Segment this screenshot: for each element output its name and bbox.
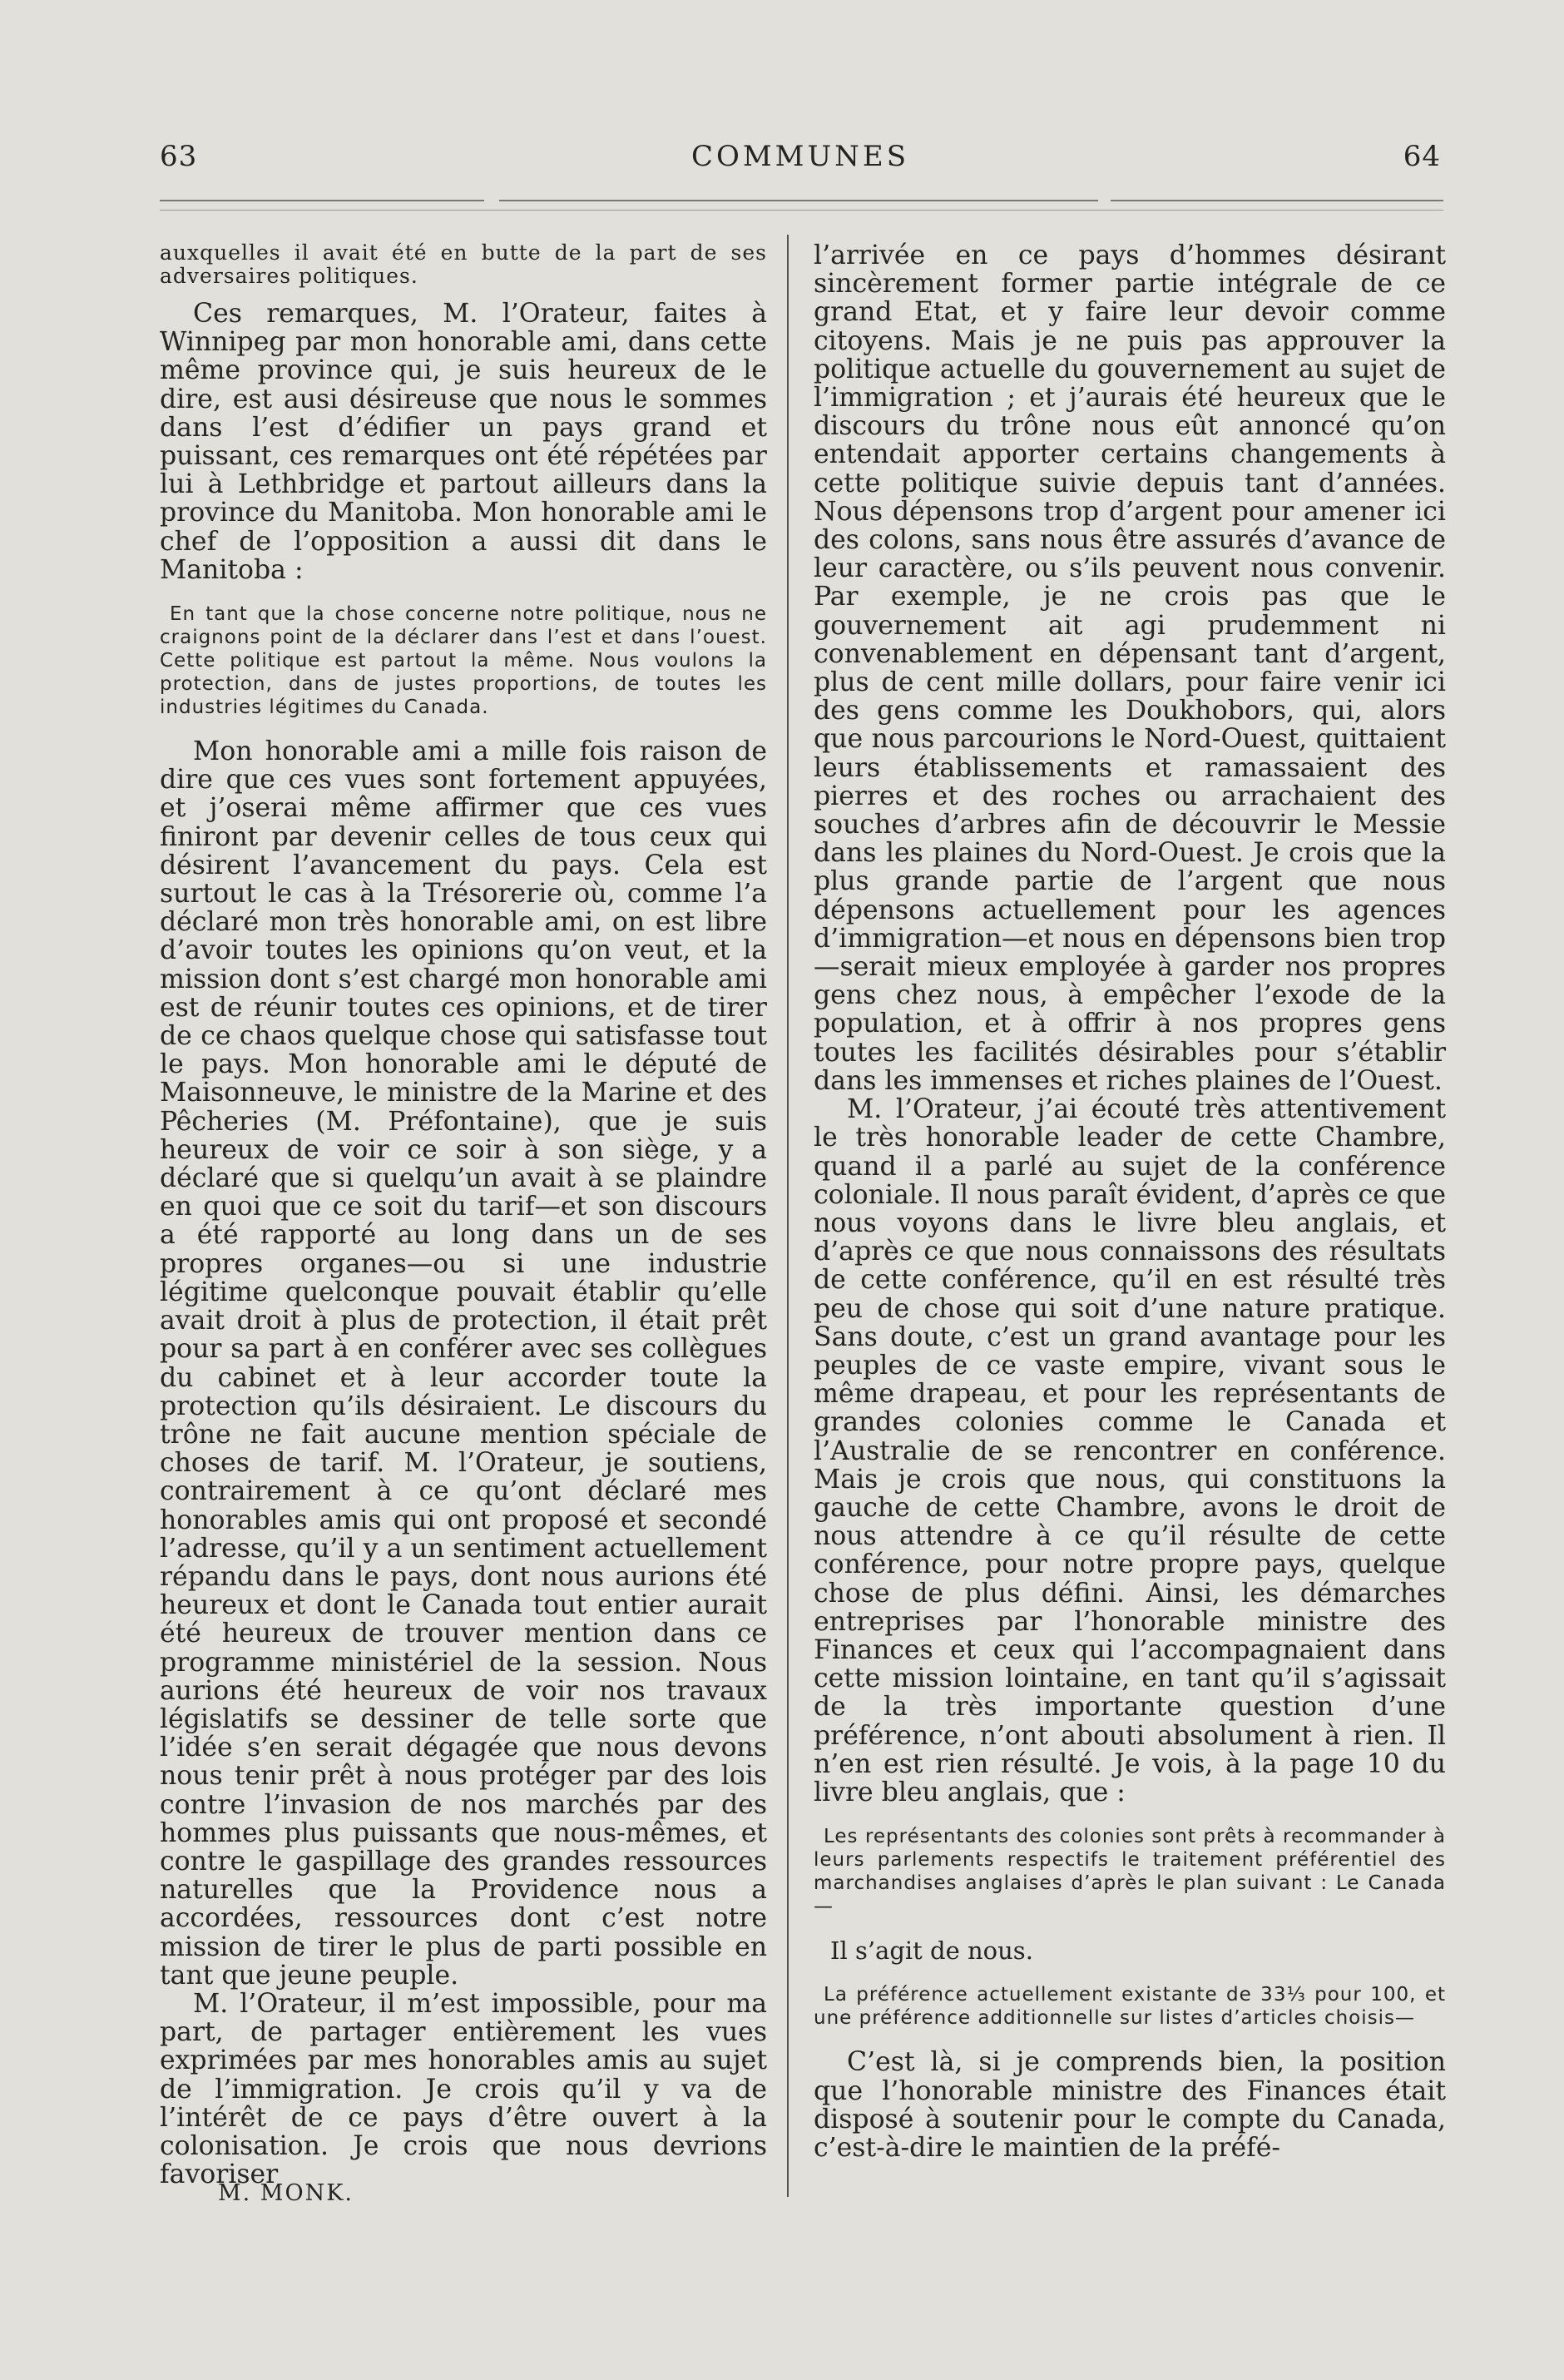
block-quote: Les représentants des colonies sont prêts à recommander à leurs parlements respectifs le traitement préférentiel des marchandises anglaises d’après le plan suivant : Le Canada—: [814, 1826, 1446, 1918]
header-rule-lower: [160, 210, 1443, 211]
page-number-right: 64: [1403, 140, 1441, 173]
page-number-left: 63: [160, 140, 198, 173]
paragraph: Ces remarques, M. l’Orateur, faites à Winnipeg par mon honorable ami, dans cette même province qui, je suis heureux de le dire, est ausi désireuse que nous le sommes dans l’est d’édifier un pays grand et puissant, ces remarques ont été répétées par lui à Lethbridge et partout ailleurs dans la province du Manitoba. Mon honorable ami le chef de l’opposition a aussi dit dans le Manitoba :: [160, 299, 767, 585]
block-quote: La préférence actuellement existante de 33⅓ pour 100, et une préférence additionnelle sur listes d’articles choisis—: [814, 1984, 1446, 2030]
paragraph: Mon honorable ami a mille fois raison de dire que ces vues sont fortement appuyées, et j’oserai même affirmer que ces vues finiront par devenir celles de tous ceux qui désirent l’avancement du pays. Cela est surtout le cas à la Trésorerie où, comme l’a déclaré mon très honorable ami, on est libre d’avoir toutes les opinions qu’on veut, et la mission dont s’est chargé mon honorable ami est de réunir toutes ces opinions, et de tirer de ce chaos quelque chose qui satisfasse tout le pays. Mon honorable ami le député de Maisonneuve, le ministre de la Marine et des Pêcheries (M. Préfontaine), que je suis heureux de voir ce soir à son siège, y a déclaré que si quelqu’un avait à se plaindre en quoi que ce soit du tarif—et son discours a été rapporté au long dans un de ses propres organes—ou si une industrie légitime quelconque pouvait établir qu’elle avait droit à plus de protection, il était prêt pour sa part à en conférer avec ses collègues du cabinet et à leur accorder toute la protection qu’ils désiraient. Le discours du trône ne fait aucune mention spéciale de choses de tarif. M. l’Orateur, je soutiens, contrairement à ce qu’ont déclaré mes honorables amis qui ont proposé et secondé l’adresse, qu’il y a un sentiment actuellement répandu dans le pays, dont nous aurions été heureux et dont le Canada tout entier aurait été heureux de trouver mention dans ce programme ministériel de la session. Nous aurions été heureux de voir nos travaux législatifs se dessiner de telle sorte que l’idée s’en serait dégagée que nous devons nous tenir prêt à nous protéger par des lois contre l’invasion de nos marchés par des hommes plus puissants que nous-mêmes, et contre le gaspillage des grandes ressources naturelles que la Providence nous a accordées, ressources dont c’est notre mission de tirer le plus de parti possible en tant que jeune peuple.: [160, 736, 767, 1991]
running-title: COMMUNES: [690, 140, 910, 173]
paragraph: l’arrivée en ce pays d’hommes désirant sincèrement former partie intégrale de ce grand Etat, et y faire leur devoir comme citoyens. Mais je ne puis pas approuver la politique actuelle du gouvernement au sujet de l’immigration ; et j’aurais été heureux que le discours du trône nous eût annoncé qu’on entendait apporter certains changements à cette politique suivie depuis tant d’années. Nous dépensons trop d’argent pour amener ici des colons, sans nous être assurés d’avance de leur caractère, ou s’ils peuvent nous convenir. Par exemple, je ne crois pas que le gouvernement ait agi prudemment ni convenablement en dépensant tant d’argent, plus de cent mille dollars, pour faire venir ici des gens comme les Doukhobors, qui, alors que nous parcourions le Nord-Ouest, quittaient leurs établissements et ramassaient des pierres et des roches ou arrachaient des souches d’arbres afin de découvrir le Messie dans les plaines du Nord-Ouest. Je crois que la plus grande partie de l’argent que nous dépensons actuellement pour les agences d’immigration—et nous en dépensons bien trop—serait mieux employée à garder nos propres gens chez nous, à empêcher l’exode de la population, et à offrir à nos propres gens toutes les facilités désirables pour s’établir dans les immenses et riches plaines de l’Ouest.: [814, 240, 1446, 1096]
header-rule-center: [499, 200, 1098, 201]
page-header: [160, 140, 1441, 181]
header-rule-left: [160, 200, 484, 201]
column-divider: [787, 235, 789, 2197]
right-column: [814, 241, 1446, 2162]
header-rule-right: [1111, 200, 1443, 201]
paragraph: auxquelles il avait été en butte de la part de ses adversaires politiques.: [160, 240, 767, 288]
left-column: [160, 241, 767, 2189]
paragraph: C’est là, si je comprends bien, la position que l’honorable ministre des Finances était disposé à soutenir pour le compte du Canada, c’est-à-dire le maintien de la préfé-: [814, 2047, 1446, 2163]
block-quote: En tant que la chose concerne notre politique, nous ne craignons point de la déclarer dans l’est et dans l’ouest. Cette politique est partout la même. Nous voulons la protection, dans de justes proportions, de toutes les industries légitimes du Canada.: [160, 603, 767, 719]
speaker-footer: M. MONK.: [218, 2180, 354, 2206]
aside-remark: Il s’agit de nous.: [830, 1936, 1033, 1966]
paragraph: M. l’Orateur, il m’est impossible, pour ma part, de partager entièrement les vues exprimées par mes honorables amis au sujet de l’immigration. Je crois qu’il y va de l’intérêt de ce pays d’être ouvert à la colonisation. Je crois que nous devrions favoriser: [160, 1988, 767, 2190]
paragraph: M. l’Orateur, j’ai écouté très attentivement le très honorable leader de cette Chambre, quand il a parlé au sujet de la conférence coloniale. Il nous paraît évident, d’après ce que nous voyons dans le livre bleu anglais, et d’après ce que nous connaissons des résultats de cette conférence, qu’il en est résulté très peu de chose qui soit d’une nature pratique. Sans doute, c’est un grand avantage pour les peuples de ce vaste empire, vivant sous le même drapeau, et pour les représentants de grandes colonies comme le Canada et l’Australie de se rencontrer en conférence. Mais je crois que nous, qui constituons la gauche de cette Chambre, avons le droit de nous attendre à ce qu’il résulte de cette conférence, pour notre propre pays, quelque chose de plus défini. Ainsi, les démarches entreprises par l’honorable ministre des Finances et ceux qui l’accompagnaient dans cette mission lointaine, en tant qu’il s’agissait de la très importante question d’une préférence, n’ont abouti absolument à rien. Il n’en est rien résulté. Je vois, à la page 10 du livre bleu anglais, que :: [814, 1094, 1446, 1807]
